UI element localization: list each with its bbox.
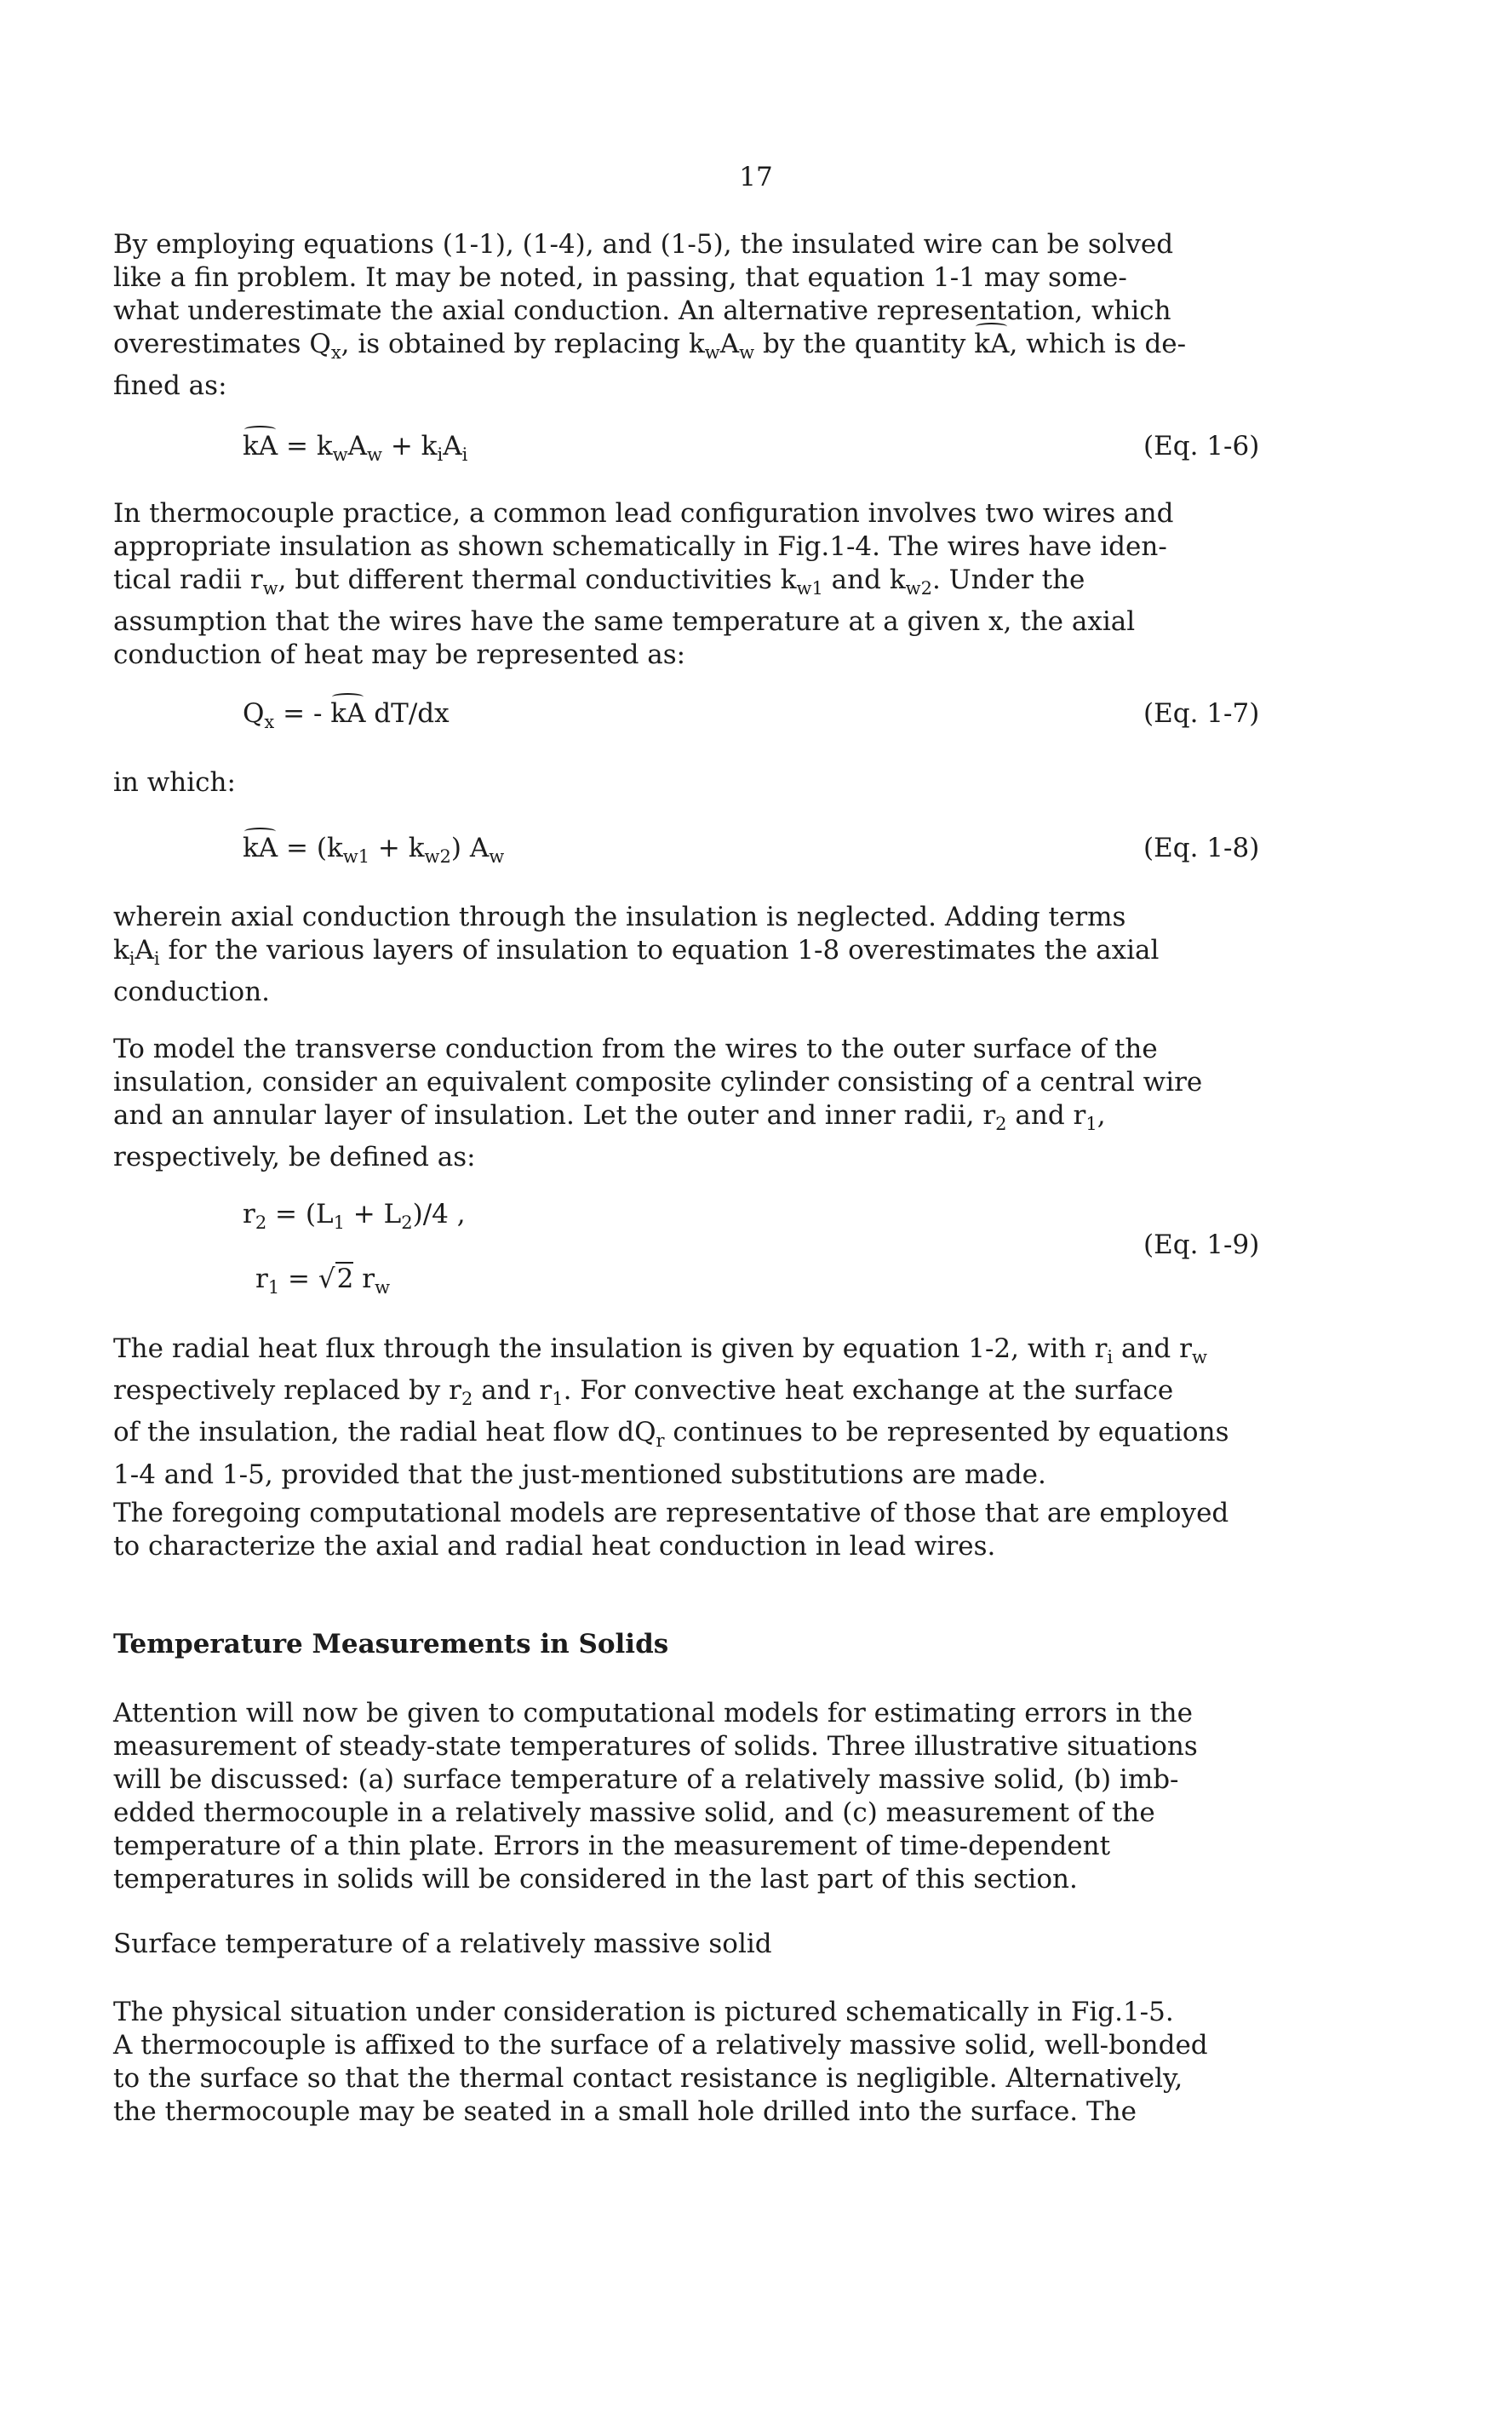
text-line: [113, 1333, 1339, 1374]
equation-label: (Eq. 1-6): [1143, 431, 1260, 461]
text-fragment: respectively replaced by r: [113, 1375, 461, 1407]
subscript: i: [437, 444, 444, 466]
section-heading: Temperature Measurements in Solids: [113, 1629, 669, 1659]
text-fragment: and an annular layer of insulation. Let the outer and inner radii, r: [113, 1100, 996, 1131]
equation-label: (Eq. 1-9): [1143, 1230, 1260, 1260]
text-line: To model the transverse conduction from the wires to the outer surface of the: [113, 1034, 1158, 1064]
text-fragment: of the insulation, the radial heat flow dQ: [113, 1417, 656, 1448]
text-line: assumption that the wires have the same temperature at a given x, the axial: [113, 606, 1136, 638]
text-line: fined as:: [113, 370, 227, 402]
subscript: w2: [905, 578, 932, 599]
text-line: [113, 1099, 1339, 1141]
text-line: conduction.: [113, 977, 271, 1008]
text-fragment: and r: [1113, 1333, 1192, 1364]
text-line: [113, 934, 1339, 976]
text-fragment: + k: [369, 833, 425, 863]
text-line: By employing equations (1-1), (1-4), and (1-5), the insulated wire can be solved: [113, 229, 1174, 260]
text-line: to characterize the axial and radial heat conduction in lead wires.: [113, 1531, 996, 1562]
paragraph-lead-configuration: [113, 497, 1339, 672]
subscript: i: [1107, 1347, 1114, 1368]
text-fragment: = (L: [266, 1199, 334, 1230]
paragraph-transverse-conduction: [113, 1033, 1339, 1174]
subscript: 2: [255, 1212, 267, 1234]
text-line: like a fin problem. It may be noted, in passing, that equation 1-1 may some-: [113, 262, 1127, 293]
text-fragment: continues to be represented by equations: [664, 1417, 1229, 1448]
paragraph-intro: [113, 228, 1339, 403]
subscript: w2: [424, 846, 451, 868]
text-fragment: r: [243, 1199, 255, 1230]
text-line: temperature of a thin plate. Errors in the measurement of time-dependent: [113, 1831, 1111, 1861]
text-line: to the surface so that the thermal contact resistance is negligible. Alternatively,: [113, 2063, 1183, 2094]
text-fragment: and k: [822, 565, 906, 595]
text-fragment: = k: [278, 431, 333, 461]
text-line: appropriate insulation as shown schematically in Fig.1-4. The wires have iden-: [113, 531, 1167, 562]
text-fragment: , is obtained by replacing k: [341, 329, 705, 359]
text-line: conduction of heat may be represented as:: [113, 639, 686, 671]
text-line: the thermocouple may be seated in a small hole drilled into the surface. The: [113, 2096, 1137, 2127]
page-number: 17: [739, 162, 773, 192]
equation-1-8: [243, 833, 504, 867]
text-fragment: for the various layers of insulation to equation 1-8 overestimates the axial: [159, 935, 1160, 966]
text-fragment: A: [719, 329, 740, 359]
equation-label: (Eq. 1-8): [1143, 833, 1260, 863]
tilde-symbol: kA: [243, 833, 278, 863]
text-line: [113, 1416, 1339, 1458]
subscript: w: [262, 578, 278, 599]
text-fragment: + L: [344, 1199, 402, 1230]
text-fragment: , which is de-: [1009, 329, 1187, 359]
text-fragment: ) A: [450, 833, 490, 863]
tilde-symbol: kA: [330, 698, 366, 729]
paragraph-radial-heat-flux: [113, 1333, 1339, 1492]
equation-1-6: [243, 431, 467, 465]
text-fragment: The radial heat flux through the insulation is given by equation 1-2, with r: [113, 1333, 1108, 1364]
text-line: temperatures in solids will be considered in the last part of this section.: [113, 1864, 1078, 1895]
text-line: 1-4 and 1-5, provided that the just-mentioned substitutions are made.: [113, 1459, 1046, 1490]
subscript: r: [656, 1430, 665, 1452]
text-fragment: A: [347, 431, 368, 461]
text-fragment: + k: [382, 431, 438, 461]
text-line: wherein axial conduction through the insulation is neglected. Adding terms: [113, 902, 1126, 932]
text-line: respectively, be defined as:: [113, 1142, 476, 1173]
subscript: 1: [552, 1389, 564, 1410]
text-fragment: ,: [1097, 1100, 1106, 1131]
subscript: w: [739, 342, 755, 364]
subscript: w1: [796, 578, 823, 599]
text-fragment: Q: [243, 698, 265, 729]
tilde-symbol: kA: [243, 431, 278, 461]
text-fragment: )/4 ,: [412, 1199, 466, 1230]
text-line: what underestimate the axial conduction. An alternative representation, which: [113, 295, 1171, 326]
text-fragment: = (k: [278, 833, 343, 863]
text-line: Attention will now be given to computational models for estimating errors in the: [113, 1698, 1193, 1728]
text-fragment: r: [255, 1264, 268, 1294]
sqrt-argument: 2: [336, 1264, 354, 1294]
text-fragment: by the quantity: [754, 329, 975, 359]
paragraph-foregoing-models: [113, 1497, 1339, 1563]
subscript: x: [264, 712, 275, 733]
text-fragment: r: [353, 1264, 375, 1294]
text-fragment: , but different thermal conductivities k: [278, 565, 797, 595]
subscript: 2: [401, 1212, 413, 1234]
text-fragment: and r: [1006, 1100, 1086, 1131]
text-fragment: . Under the: [931, 565, 1085, 595]
equation-1-9-r1: [255, 1262, 390, 1298]
subscript: 1: [267, 1277, 280, 1298]
text-line: edded thermocouple in a relatively massive solid, and (c) measurement of the: [113, 1797, 1155, 1828]
text-line: A thermocouple is affixed to the surface of a relatively massive solid, well-bonded: [113, 2030, 1208, 2061]
text-line: The foregoing computational models are representative of those that are employed: [113, 1498, 1229, 1528]
subscript: x: [330, 342, 341, 364]
subscript: w: [704, 342, 720, 364]
subscript: 1: [1085, 1114, 1097, 1135]
subscript: i: [153, 949, 160, 970]
paragraph-solids-intro: [113, 1697, 1339, 1896]
paragraph-axial-conduction: [113, 901, 1339, 1009]
text-fragment: =: [279, 1264, 318, 1294]
text-line: The physical situation under consideration is pictured schematically in Fig.1-5.: [113, 1997, 1174, 2027]
text-fragment: and r: [472, 1375, 553, 1407]
text-fragment: k: [113, 935, 129, 966]
text-fragment: . For convective heat exchange at the surface: [563, 1375, 1174, 1407]
subsection-heading: Surface temperature of a relatively massive solid: [113, 1929, 772, 1959]
text-line: measurement of steady-state temperatures of solids. Three illustrative situations: [113, 1731, 1198, 1762]
in-which-text: in which:: [113, 767, 236, 798]
subscript: w: [367, 444, 382, 466]
subscript: w: [1191, 1347, 1207, 1368]
subscript: w: [375, 1277, 391, 1298]
subscript: w1: [342, 846, 370, 868]
subscript: w: [489, 846, 505, 868]
text-fragment: A: [135, 935, 154, 966]
equation-1-9-r2: [243, 1199, 466, 1233]
subscript: 2: [995, 1114, 1007, 1135]
text-fragment: overestimates Q: [113, 329, 331, 359]
equation-1-7: [243, 698, 450, 732]
text-line: In thermocouple practice, a common lead configuration involves two wires and: [113, 498, 1174, 529]
text-line: insulation, consider an equivalent composite cylinder consisting of a central wire: [113, 1067, 1203, 1098]
text-fragment: tical radii r: [113, 565, 263, 595]
text-line: [113, 328, 1339, 370]
tilde-symbol: kA: [974, 329, 1010, 359]
text-line: [113, 1374, 1339, 1416]
subscript: 1: [333, 1212, 345, 1234]
text-fragment: A: [443, 431, 462, 461]
text-fragment: = -: [274, 698, 331, 729]
text-line: [113, 564, 1339, 605]
paragraph-physical-situation: [113, 1996, 1339, 2129]
subscript: i: [129, 949, 135, 970]
equation-label: (Eq. 1-7): [1143, 698, 1260, 729]
text-line: will be discussed: (a) surface temperature of a relatively massive solid, (b) imb-: [113, 1764, 1179, 1795]
sqrt-sign: √: [318, 1264, 335, 1294]
subscript: w: [332, 444, 348, 466]
subscript: 2: [461, 1389, 473, 1410]
text-fragment: dT/dx: [365, 698, 450, 729]
subscript: i: [461, 444, 468, 466]
